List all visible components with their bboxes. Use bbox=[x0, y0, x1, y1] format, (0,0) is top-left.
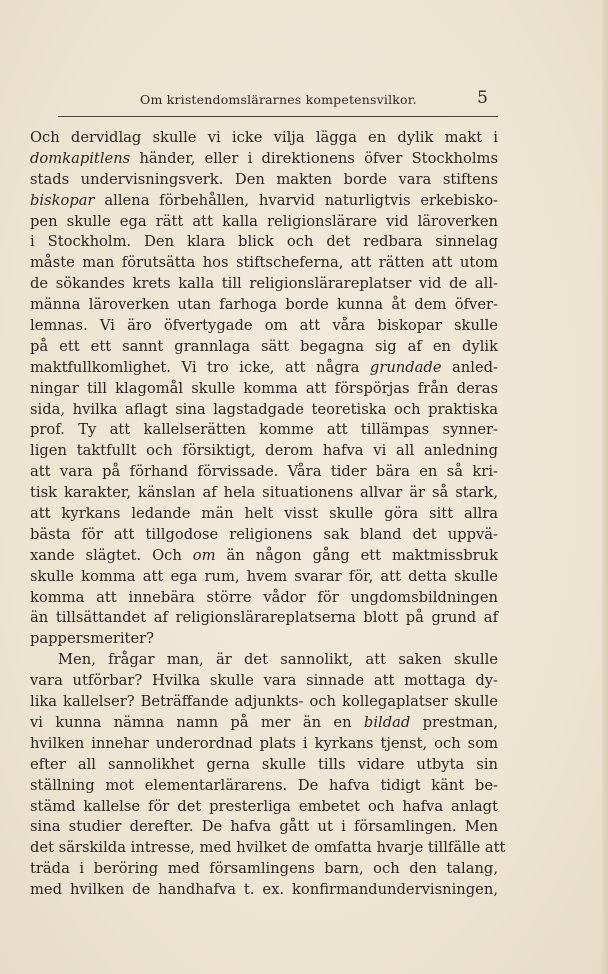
text-line: efter all sannolikhet gerna skulle tills vidare utbyta sin bbox=[30, 755, 498, 773]
text-line: pen skulle ega rätt att kalla religionslärare vid läroverken bbox=[30, 212, 498, 230]
text-line: ligen taktfullt och försiktigt, derom hafva vi all anledning bbox=[30, 442, 498, 460]
page-number: 5 bbox=[477, 88, 488, 108]
text-line: vara utförbar? Hvilka skulle vara sinnade att mottaga dy- bbox=[30, 672, 498, 690]
text-line bbox=[30, 191, 498, 212]
text-segment: vi kunna nämna namn på mer än en bbox=[30, 713, 364, 731]
text-line: sina studier derefter. De hafva gått ut i församlingen. Men bbox=[30, 818, 498, 836]
text-line: träda i beröring med församlingens barn, och den talang, bbox=[30, 860, 498, 878]
text-line: skulle komma att ega rum, hvem svarar för, att detta skulle bbox=[30, 567, 498, 585]
text-line: stämd kallelse för det presterliga embetet och hafva anlagt bbox=[30, 797, 498, 815]
text-line: de sökandes krets kalla till religionslärareplatser vid de all- bbox=[30, 275, 498, 293]
italic-word: biskopar bbox=[30, 191, 95, 209]
text-line: lemnas. Vi äro öfvertygade om att våra biskopar skulle bbox=[30, 317, 498, 335]
text-line: Och dervidlag skulle vi icke vilja lägga en dylik makt i bbox=[30, 129, 498, 146]
text-line bbox=[30, 358, 498, 379]
text-line: ningar till klagomål skulle komma att förspörjas från deras bbox=[30, 379, 498, 397]
page-header bbox=[58, 86, 498, 117]
text-line bbox=[30, 546, 498, 567]
text-line: med hvilken de handhafva t. ex. konfirmandundervisningen, bbox=[30, 881, 498, 899]
text-line: komma att innebära större vådor för ungdomsbildningen bbox=[30, 588, 498, 606]
text-segment: maktfullkomlighet. Vi tro icke, att några bbox=[30, 358, 370, 376]
text-line: än tillsättandet af religionslärareplatserna blott på grund af bbox=[30, 609, 498, 627]
text-line: på ett ett sannt grannlaga sätt begagna sig af en dylik bbox=[30, 337, 498, 355]
text-line: måste man förutsätta hos stiftscheferna, att rätten att utom bbox=[30, 254, 498, 272]
text-segment: än någon gång ett maktmissbruk bbox=[215, 546, 499, 564]
text-line: bästa för att tillgodose religionens sak bland det uppvä- bbox=[30, 525, 498, 543]
text-line: hvilken innehar underordnad plats i kyrkans tjenst, och som bbox=[30, 734, 498, 752]
text-segment: allena förbehållen, hvarvid naturligtvis erkebisko- bbox=[94, 191, 498, 209]
text-line: att kyrkans ledande män helt visst skulle göra sitt allra bbox=[30, 505, 498, 523]
italic-word: domkapitlens bbox=[30, 149, 131, 167]
italic-word: om bbox=[192, 546, 216, 564]
text-segment: händer, eller i direktionens öfver Stockholms bbox=[130, 149, 498, 167]
italic-word: bildad bbox=[363, 713, 411, 731]
text-segment: xande slägtet. Och bbox=[30, 546, 193, 564]
text-line bbox=[30, 149, 498, 170]
text-line: lika kallelser? Beträffande adjunkts- och kollegaplatser skulle bbox=[30, 693, 498, 711]
text-line: sida, hvilka aflagt sina lagstadgade teoretiska och praktiska bbox=[30, 400, 498, 418]
italic-word: grundade bbox=[369, 358, 442, 376]
text-line: att vara på förhand förvissade. Våra tider bära en så kri- bbox=[30, 463, 498, 481]
text-line: männa läroverken utan farhoga borde kunna åt dem öfver- bbox=[30, 296, 498, 314]
text-line: stads undervisningsverk. Den makten borde vara stiftens bbox=[30, 170, 498, 188]
text-line: pappersmeriter? bbox=[30, 630, 155, 648]
text-line: Men, frågar man, är det sannolikt, att saken skulle bbox=[58, 651, 498, 669]
text-line bbox=[30, 713, 498, 734]
text-segment: prestman, bbox=[410, 713, 498, 731]
text-line: i Stockholm. Den klara blick och det redbara sinnelag bbox=[30, 233, 498, 251]
page-edge bbox=[602, 0, 608, 974]
text-line: det särskilda intresse, med hvilket de omfatta hvarje tillfälle att bbox=[30, 839, 506, 857]
running-head: Om kristendomslärarnes kompetensvilkor. bbox=[140, 92, 417, 107]
body-text bbox=[30, 128, 506, 901]
text-line: tisk karakter, känslan af hela situationens allvar är så stark, bbox=[30, 484, 498, 502]
text-line: ställning mot elementarlärarens. De hafva tidigt känt be- bbox=[30, 776, 498, 794]
text-line: prof. Ty att kallelserätten komme att tillämpas synner- bbox=[30, 421, 498, 439]
text-segment: anled- bbox=[441, 358, 499, 376]
